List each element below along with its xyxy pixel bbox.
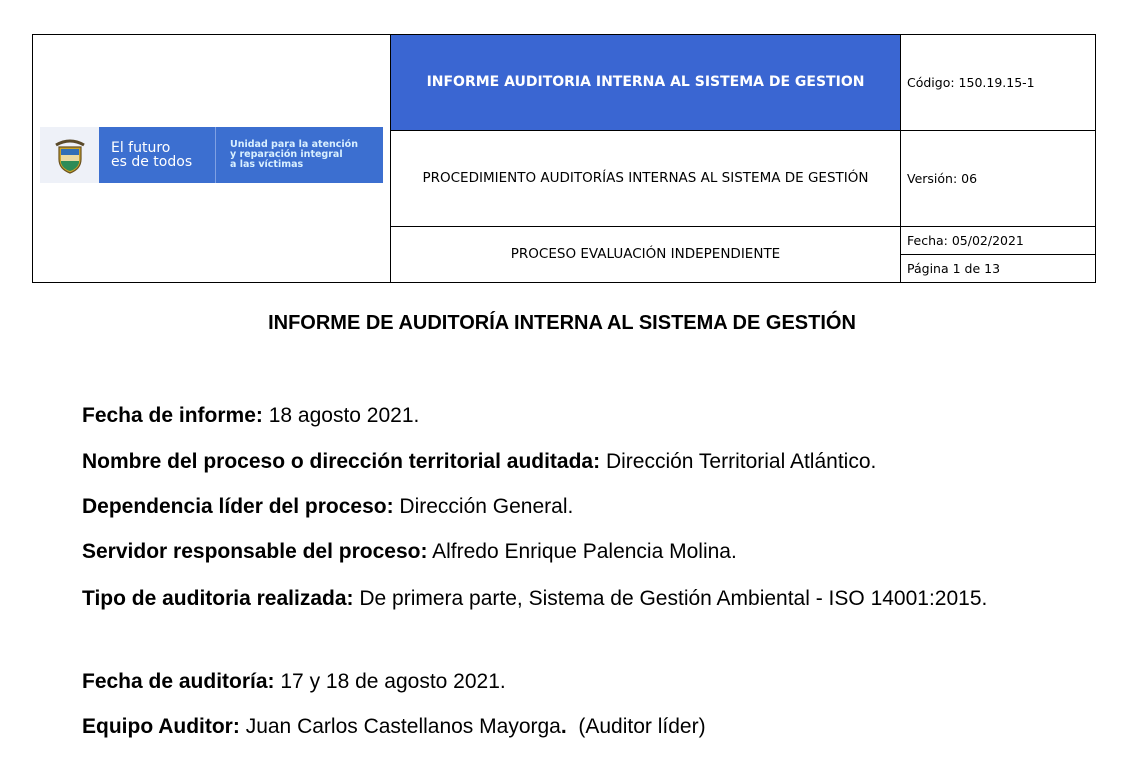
field-label: Fecha de auditoría: [82,670,275,693]
field-label: Servidor responsable del proceso: [82,540,428,563]
field-label: Equipo Auditor: [82,715,240,738]
field-label: Dependencia líder del proceso: [82,495,394,518]
field-audit-date [82,670,1044,694]
field-bold-period: . [560,715,567,738]
field-suffix: (Auditor líder) [566,715,706,738]
field-value: De primera parte, Sistema de Gestión Ambiental - ISO 14001:2015. [353,587,988,610]
header-title: INFORME AUDITORIA INTERNA AL SISTEMA DE GESTION [391,35,901,131]
field-audit-type [82,587,1044,611]
header-procedure: PROCEDIMIENTO AUDITORÍAS INTERNAS AL SISTEMA DE GESTIÓN [391,130,901,226]
header-date: Fecha: 05/02/2021 [901,226,1096,254]
document-header-table [32,34,1096,283]
institution-logo [40,127,383,183]
coat-of-arms-icon [40,127,99,183]
field-value: Dirección Territorial Atlántico. [600,450,877,473]
field-value: 18 agosto 2021. [262,404,420,427]
field-value: Alfredo Enrique Palencia Molina. [427,540,737,563]
logo-slogan-line1: El futuro [111,140,171,156]
logo-unit-line2: y reparación integral [230,149,343,160]
header-process: PROCESO EVALUACIÓN INDEPENDIENTE [391,226,901,282]
header-page: Página 1 de 13 [901,254,1096,282]
field-audit-team [82,715,1044,739]
logo-slogan-line2: es de todos [111,154,193,170]
field-label: Nombre del proceso o dirección territorial auditada: [82,450,601,473]
field-report-date [82,404,1044,428]
document-title: INFORME DE AUDITORÍA INTERNA AL SISTEMA DE GESTIÓN [268,312,856,334]
field-label: Tipo de auditoria realizada: [82,587,354,610]
logo-unit-line1: Unidad para la atención [230,139,358,150]
logo-unit-line3: a las víctimas [230,159,304,170]
field-audited-process [82,450,1044,474]
header-code: Código: 150.19.15-1 [901,35,1096,131]
logo-slogan [99,127,215,183]
field-value: 17 y 18 de agosto 2021. [274,670,506,693]
field-value: Dirección General. [393,495,574,518]
logo-unit-name [215,127,383,183]
header-version: Versión: 06 [901,130,1096,226]
logo-cell [33,35,391,283]
field-value: Juan Carlos Castellanos Mayorga [239,715,561,738]
field-responsible-official [82,540,1044,564]
field-label: Fecha de informe: [82,404,263,427]
field-lead-dependency [82,495,1044,519]
